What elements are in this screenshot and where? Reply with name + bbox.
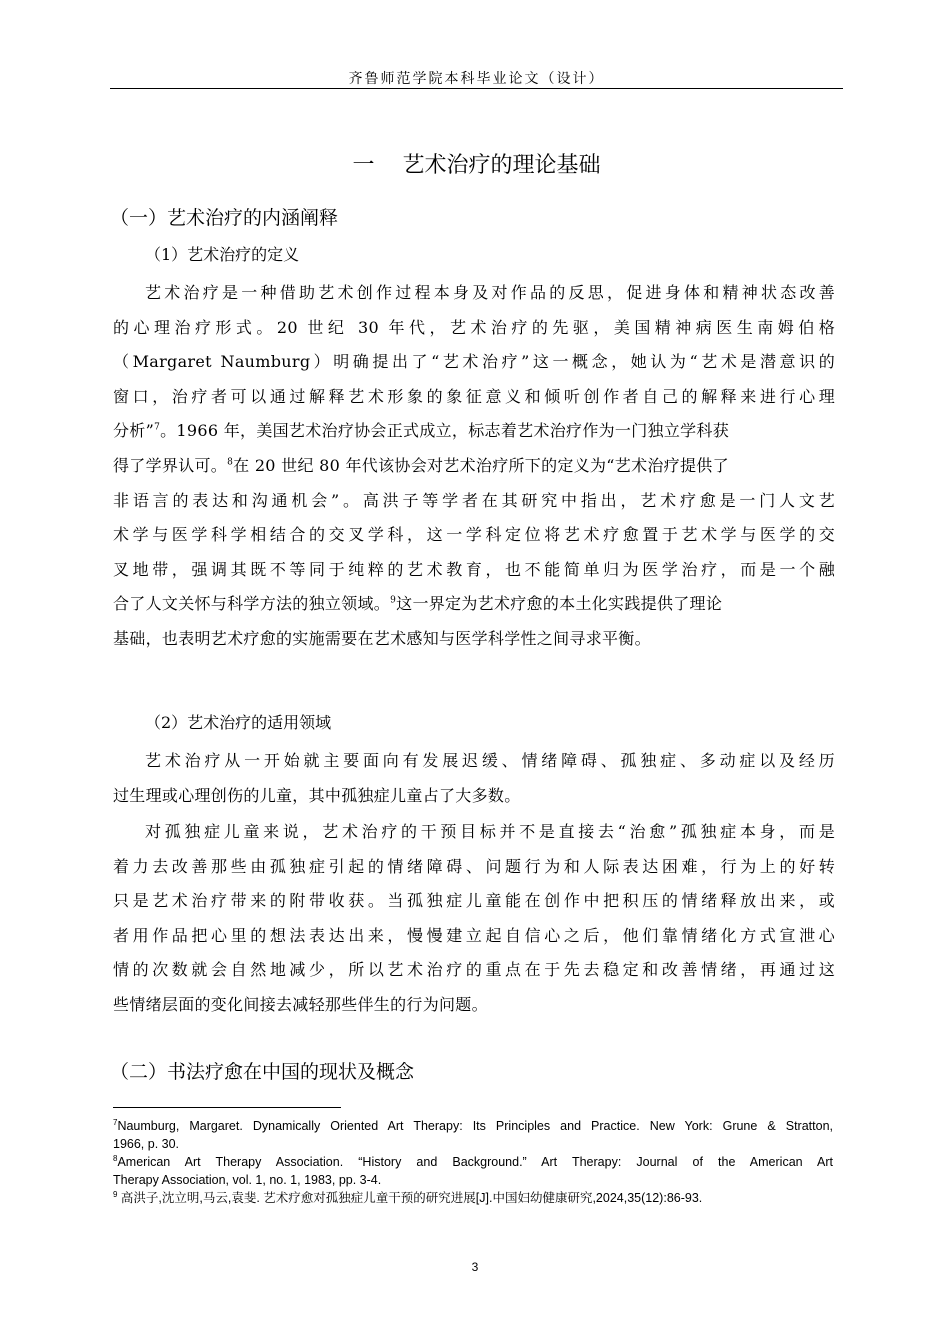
text-line: 的心理治疗形式。20 世纪 30 年代，艺术治疗的先驱，美国精神病医生南姆伯格	[113, 317, 835, 337]
running-header: 齐鲁师范学院本科毕业论文（设计）	[348, 71, 605, 87]
footnote-text: 高洪子,沈立明,马云,袁斐. 艺术疗愈对孤独症儿童干预的研究进展[J].中国妇幼健康研究,2024,35(12):86-93.	[117, 1191, 703, 1205]
paragraph-scope-1	[113, 744, 835, 813]
text-segment: 。1966 年，美国艺术治疗协会正式成立，标志着艺术治疗作为一门独立学科获	[160, 421, 730, 441]
text-line	[113, 414, 835, 449]
text-segment: 分析”	[113, 421, 155, 441]
footnote-ref-7[interactable]: 7	[154, 423, 161, 434]
footnote-text: American Art Therapy Association. “History and Background.” Art Therapy: Journal of the American Art	[117, 1155, 833, 1169]
footnote-ref-8[interactable]: 8	[227, 457, 234, 468]
text-segment: 这一界定为艺术疗愈的本土化实践提供了理论	[396, 594, 723, 614]
paragraph-scope-2	[113, 815, 835, 1023]
text-line: 着力去改善那些由孤独症引起的情绪障碍、问题行为和人际表达困难，行为上的好转	[113, 856, 835, 876]
text-segment: 合了人文关怀与科学方法的独立领域。	[113, 594, 391, 614]
section-title-2: （二）书法疗愈在中国的现状及概念	[110, 1061, 415, 1083]
footnote-9	[113, 1189, 833, 1207]
page-number: 3	[471, 1260, 479, 1274]
subsection-title-definition: （1）艺术治疗的定义	[145, 245, 300, 264]
text-line: 基础，也表明艺术疗愈的实施需要在艺术感知与医学科学性之间寻求平衡。	[113, 628, 651, 648]
text-line: 非语言的表达和沟通机会”。高洪子等学者在其研究中指出，艺术疗愈是一门人文艺	[113, 490, 835, 510]
footnote-7	[113, 1117, 833, 1153]
footnote-line	[113, 1117, 833, 1135]
footnote-number: 9	[113, 1189, 118, 1199]
footnote-line: 1966, p. 30.	[113, 1137, 180, 1151]
footnote-text: Naumburg, Margaret. Dynamically Oriented Art Therapy: Its Principles and Practice. New York: Grune & Stratton,	[117, 1119, 833, 1133]
footnote-number: 8	[113, 1153, 118, 1163]
text-line: 术学与医学科学相结合的交叉学科，这一学科定位将艺术疗愈置于艺术学与医学的交	[113, 525, 835, 545]
text-line: 艺术治疗是一种借助艺术创作过程本身及对作品的反思，促进身体和精神状态改善	[145, 283, 835, 302]
text-line: 者用作品把心里的想法表达出来，慢慢建立起自信心之后，他们靠情绪化方式宣泄心	[113, 925, 835, 945]
text-line: 艺术治疗从一开始就主要面向有发展迟缓、情绪障碍、孤独症、多动症以及经历	[145, 751, 835, 770]
footnote-number: 7	[113, 1117, 118, 1127]
footnote-line: Therapy Association, vol. 1, no. 1, 1983, pp. 3-4.	[113, 1173, 382, 1187]
subsection-title-scope: （2）艺术治疗的适用领域	[145, 713, 332, 732]
footnote-ref-9[interactable]: 9	[390, 596, 397, 607]
text-line: 叉地带，强调其既不等同于纯粹的艺术教育，也不能简单归为医学治疗，而是一个融	[113, 559, 835, 579]
text-segment: 得了学界认可。	[113, 455, 228, 475]
text-line: 只是艺术治疗带来的附带收获。当孤独症儿童能在创作中把积压的情绪释放出来，或	[113, 891, 835, 911]
section-title-1: （一）艺术治疗的内涵阐释	[110, 207, 339, 229]
text-line: 过生理或心理创伤的儿童，其中孤独症儿童占了大多数。	[113, 785, 521, 805]
footnote-line	[113, 1153, 833, 1171]
footnote-line	[113, 1189, 833, 1207]
footnotes	[113, 1117, 833, 1207]
paragraph-definition	[113, 276, 835, 657]
text-segment: 在 20 世纪 80 年代该协会对艺术治疗所下的定义为“艺术治疗提供了	[233, 455, 729, 475]
footnote-separator	[113, 1107, 341, 1108]
text-line: 情的次数就会自然地减少，所以艺术治疗的重点在于先去稳定和改善情绪，再通过这	[113, 960, 835, 980]
text-line	[113, 587, 835, 622]
header-rule	[110, 88, 843, 89]
text-line	[113, 449, 835, 484]
text-line: （Margaret Naumburg）明确提出了“艺术治疗”这一概念，她认为“艺术是潜意识的	[113, 352, 835, 372]
chapter-title: 一 艺术治疗的理论基础	[352, 153, 601, 178]
text-line: 些情绪层面的变化间接去减轻那些伴生的行为问题。	[113, 994, 488, 1014]
text-line: 窗口，治疗者可以通过解释艺术形象的象征意义和倾听创作者自己的解释来进行心理	[113, 386, 835, 406]
footnote-8	[113, 1153, 833, 1189]
text-line: 对孤独症儿童来说，艺术治疗的干预目标并不是直接去“治愈”孤独症本身，而是	[145, 822, 835, 841]
